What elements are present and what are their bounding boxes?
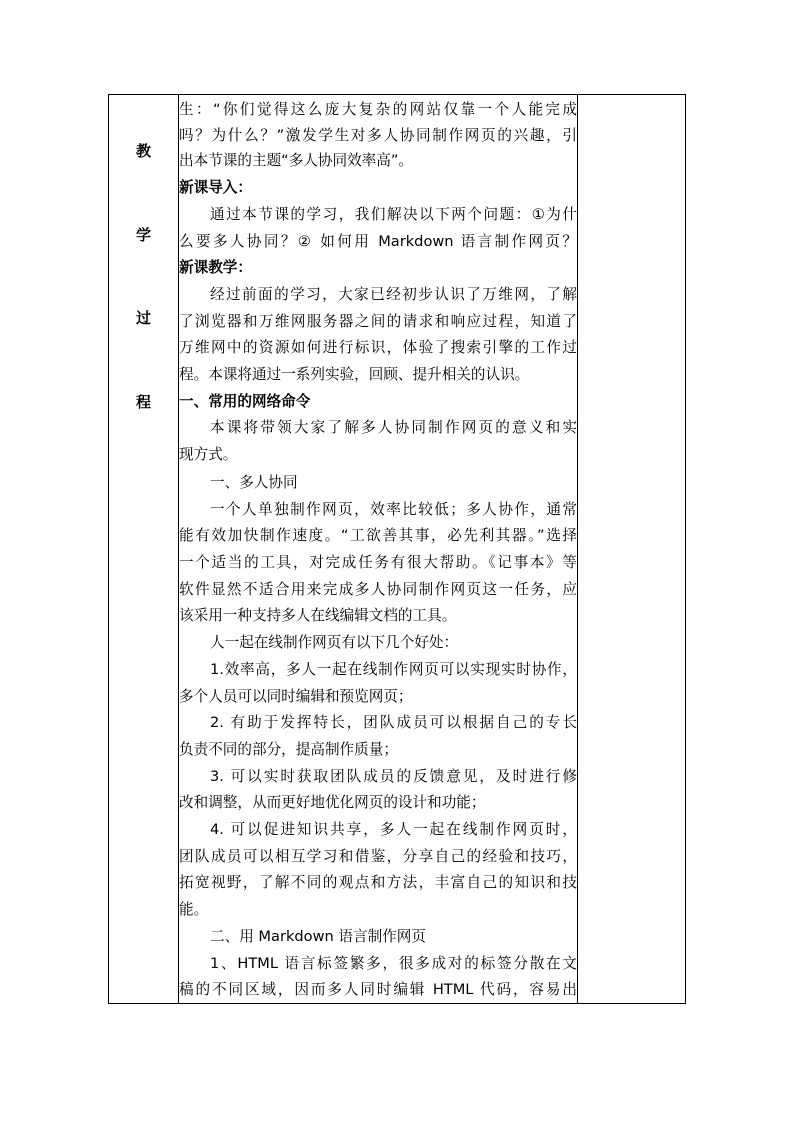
text-line: 改和调整，从而更好地优化网页的设计和功能； <box>179 794 486 812</box>
text-line: 能。 <box>179 901 209 919</box>
section-heading: 一、常用的网络命令 <box>179 392 311 410</box>
text-line: 一个人单独制作网页，效率比较低；多人协作，通常 <box>210 500 577 518</box>
lesson-content-cell <box>179 95 577 1003</box>
text-line: 通过本节课的学习，我们解决以下两个问题：①为什 <box>210 205 577 223</box>
subsection-heading: 一、多人协同 <box>210 473 298 491</box>
text-line: 程。本课将通过一系列实验，回顾、提升相关的认识。 <box>179 366 530 384</box>
text-line: 现方式。 <box>179 446 238 464</box>
section-label-cell <box>109 95 178 1003</box>
list-item: 3. 可以实时获取团队成员的反馈意见，及时进行修 <box>210 767 577 785</box>
text-line: 么要多人协同？② 如何用 Markdown 语言制作网页？ <box>179 232 577 250</box>
lesson-table <box>108 94 686 1004</box>
section-label-char: 过 <box>135 309 151 327</box>
section-label-char: 学 <box>135 226 151 244</box>
list-item: 1.效率高，多人一起在线制作网页可以实现实时协作， <box>210 660 577 678</box>
text-line: 一个适当的工具，对完成任务有很大帮助。《记事本》等 <box>179 553 577 571</box>
column-divider <box>577 95 578 1003</box>
section-heading: 新课导入： <box>179 179 252 197</box>
text-line: 团队成员可以相互学习和借鉴，分享自己的经验和技巧， <box>179 847 577 865</box>
text-line: 经过前面的学习，大家已经初步认识了万维网，了解 <box>210 285 577 303</box>
text-line: 软件显然不适合用来完成多人协同制作网页这一任务，应 <box>179 580 577 598</box>
text-line: 出本节课的主题“多人协同效率高”。 <box>179 152 414 170</box>
text-line: 万维网中的资源如何进行标识，体验了搜索引擎的工作过 <box>179 339 577 357</box>
text-line: 多个人员可以同时编辑和预览网页； <box>179 687 413 705</box>
text-line: 吗？为什么？”激发学生对多人协同制作网页的兴趣，引 <box>179 126 577 144</box>
list-item: 1、HTML 语言标签繁多，很多成对的标签分散在文 <box>210 954 577 972</box>
list-item: 4. 可以促进知识共享，多人一起在线制作网页时， <box>210 821 577 839</box>
text-line: 拓宽视野，了解不同的观点和方法，丰富自己的知识和技 <box>179 874 577 892</box>
section-label-char: 程 <box>135 393 151 411</box>
text-line: 生：“你们觉得这么庞大复杂的网站仅靠一个人能完成 <box>179 100 577 118</box>
text-line: 本课将带领大家了解多人协同制作网页的意义和实 <box>210 419 577 437</box>
text-line: 负责不同的部分，提高制作质量； <box>179 740 398 758</box>
text-line: 能有效加快制作速度。“工欲善其事，必先利其器。”选择 <box>179 527 577 545</box>
text-line: 该采用一种支持多人在线编辑文档的工具。 <box>179 607 457 625</box>
list-item: 2. 有助于发挥特长，团队成员可以根据自己的专长 <box>210 714 577 732</box>
section-label-char: 教 <box>135 142 151 160</box>
section-heading: 新课教学： <box>179 259 252 277</box>
text-line: 稿的不同区域，因而多人同时编辑 HTML 代码，容易出 <box>179 981 577 999</box>
text-line: 人一起在线制作网页有以下几个好处： <box>210 634 459 652</box>
text-line: 了浏览器和万维网服务器之间的请求和响应过程，知道了 <box>179 312 577 330</box>
subsection-heading: 二、用 Markdown 语言制作网页 <box>210 927 426 945</box>
